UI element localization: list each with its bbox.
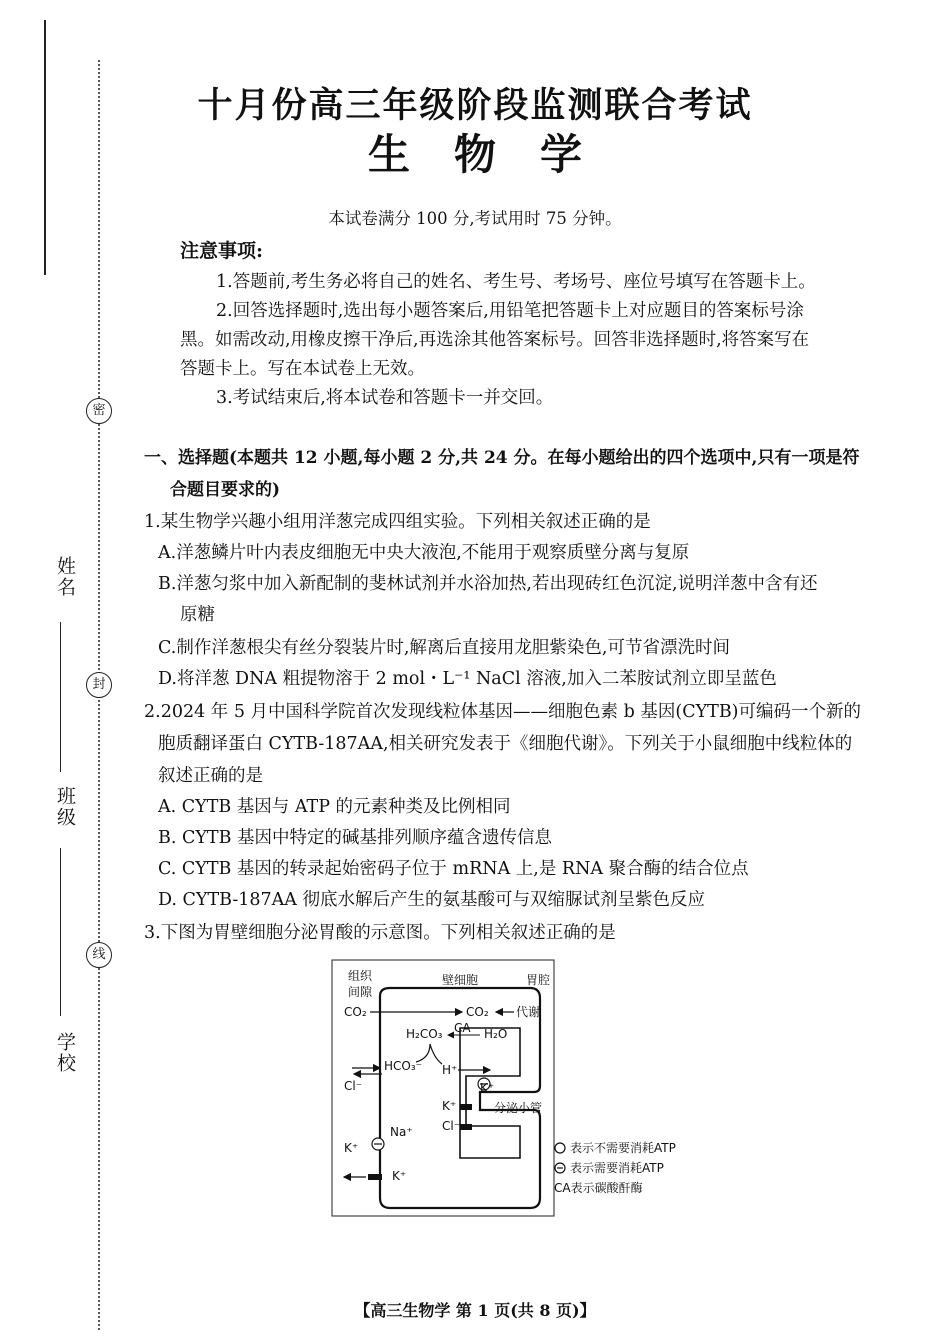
school-label: 学校 [54, 1032, 76, 1074]
diagram-k-plus-left: K⁺ [344, 1141, 359, 1155]
legend-circle-icon [555, 1143, 565, 1153]
diagram-h2o: H₂O [484, 1027, 508, 1041]
exam-title: 十月份高三年级阶段监测联合考试 [197, 85, 753, 126]
q2-stem-line3: 叙述正确的是 [158, 766, 263, 786]
diagram-hco3: HCO₃⁻ [384, 1059, 422, 1073]
diagram-k-plus-inner: K⁺ [442, 1099, 457, 1113]
name-blank[interactable] [60, 622, 61, 772]
notice-line-5: 3.考试结束后,将本试卷和答题卡一并交回。 [216, 388, 554, 408]
diagram-na-plus: Na⁺ [390, 1125, 413, 1139]
q1-option-d: D.将洋葱 DNA 粗提物溶于 2 mol・L⁻¹ NaCl 溶液,加入二苯胺试剂立即呈蓝色 [158, 669, 777, 689]
diagram-canaliculus: 分泌小管 [494, 1101, 543, 1115]
k-channel-basal [368, 1174, 382, 1180]
q2-option-d: D. CYTB-187AA 彻底水解后产生的氨基酸可与双缩脲试剂呈紫色反应 [158, 890, 705, 910]
diagram-h-plus: H⁺ [442, 1063, 458, 1077]
diagram-legend-3: CA表示碳酸酐酶 [554, 1181, 643, 1195]
seal-char-feng: 封 [86, 672, 112, 698]
q3-stem: 3.下图为胃壁细胞分泌胃酸的示意图。下列相关叙述正确的是 [144, 923, 616, 943]
diagram-label-tissue-1: 组织 [348, 969, 373, 983]
q2-stem-line2: 胞质翻译蛋白 CYTB-187AA,相关研究发表于《细胞代谢》。下列关于小鼠细胞中线粒体的 [158, 734, 853, 754]
q1-option-c: C.制作洋葱根尖有丝分裂装片时,解离后直接用龙胆紫染色,可节省漂洗时间 [158, 638, 730, 658]
parietal-cell-diagram [330, 958, 710, 1220]
section-heading-2: 合题目要求的) [170, 480, 281, 500]
exam-info: 本试卷满分 100 分,考试用时 75 分钟。 [328, 209, 622, 228]
diagram-k-plus-right: K⁺ [480, 1081, 495, 1095]
diagram-h2co3: H₂CO₃ [406, 1027, 443, 1041]
notice-heading: 注意事项: [180, 240, 264, 262]
diagram-legend-1: 表示不需要消耗ATP [570, 1141, 676, 1155]
diagram-cl-left: Cl⁻ [344, 1079, 363, 1093]
k-channel [460, 1104, 472, 1110]
notice-line-4: 答题卡上。写在本试卷上无效。 [180, 359, 425, 379]
q1-stem: 1.某生物学兴趣小组用洋葱完成四组实验。下列相关叙述正确的是 [144, 512, 651, 532]
diagram-label-tissue-2: 间隙 [348, 985, 373, 999]
diagram-metabolism: 代谢 [516, 1005, 541, 1019]
cl-channel [460, 1124, 472, 1130]
class-blank[interactable] [60, 848, 61, 1016]
diagram-label-cell: 壁细胞 [442, 973, 479, 987]
diagram-cl-inner: Cl⁻ [442, 1119, 461, 1133]
q2-stem-line1: 2.2024 年 5 月中国科学院首次发现线粒体基因——细胞色素 b 基因(CYTB)可编码一个新的 [144, 702, 862, 722]
q1-option-b-line2: 原糖 [180, 605, 215, 625]
diagram-k-plus-bottom: K⁺ [392, 1169, 407, 1183]
subject-title: 生物学 [367, 130, 626, 179]
diagram-ca: CA [454, 1021, 471, 1035]
q1-option-a: A.洋葱鳞片叶内表皮细胞无中央大液泡,不能用于观察质壁分离与复原 [158, 543, 690, 563]
diagram-legend-2: 表示需要消耗ATP [570, 1161, 664, 1175]
notice-line-2: 2.回答选择题时,选出每小题答案后,用铅笔把答题卡上对应题目的答案标号涂 [216, 301, 804, 321]
page-footer: 【高三生物学 第 1 页(共 8 页)】 [354, 1301, 596, 1320]
notice-line-3: 黑。如需改动,用橡皮擦干净后,再选涂其他答案标号。回答非选择题时,将答案写在 [180, 330, 810, 350]
name-label: 姓名 [54, 556, 76, 598]
diagram-label-lumen: 胃腔 [526, 973, 551, 987]
notice-line-1: 1.答题前,考生务必将自己的姓名、考生号、考场号、座位号填写在答题卡上。 [216, 272, 816, 292]
q2-option-c: C. CYTB 基因的转录起始密码子位于 mRNA 上,是 RNA 聚合酶的结合位点 [158, 859, 749, 879]
diagram-co2-right: CO₂ [466, 1005, 489, 1019]
seal-char-mi: 密 [86, 398, 112, 424]
section-heading-1: 一、选择题(本题共 12 小题,每小题 2 分,共 24 分。在每小题给出的四个选项中,只有一项是符 [144, 448, 860, 468]
seal-char-xian: 线 [86, 942, 112, 968]
class-label: 班级 [54, 786, 76, 828]
q2-option-a: A. CYTB 基因与 ATP 的元素种类及比例相同 [158, 797, 511, 817]
q2-option-b: B. CYTB 基因中特定的碱基排列顺序蕴含遗传信息 [158, 828, 553, 848]
q1-option-b-line1: B.洋葱匀浆中加入新配制的斐林试剂并水浴加热,若出现砖红色沉淀,说明洋葱中含有还 [158, 574, 818, 594]
diagram-co2-left: CO₂ [344, 1005, 367, 1019]
